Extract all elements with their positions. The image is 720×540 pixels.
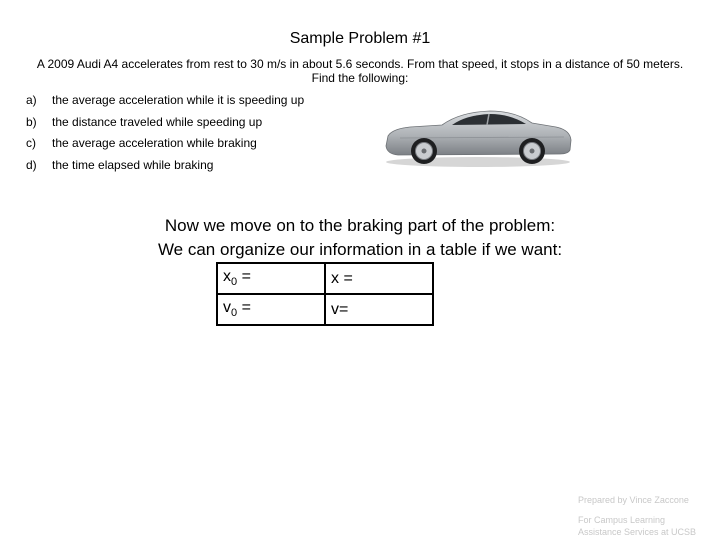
problem-statement: A 2009 Audi A4 accelerates from rest to 30 m/s in about 5.6 seconds. From that speed, it stops in a distance of 50 meters. Find the following: [36, 57, 684, 85]
question-c [26, 136, 257, 150]
question-d [26, 158, 213, 172]
question-a [26, 93, 304, 107]
v-cell: v= [325, 294, 433, 325]
v0-cell: $v_0$ = [217, 294, 325, 325]
braking-intro-line-2: We can organize our information in a table if we want: [157, 240, 563, 259]
question-text: the average acceleration while braking [52, 136, 257, 150]
credit-line-2: For Campus Learning [578, 515, 666, 525]
question-text: the distance traveled while speeding up [52, 115, 263, 129]
braking-intro-line-1: Now we move on to the braking part of the problem: [164, 216, 556, 235]
car-image [380, 100, 576, 170]
x-cell: x = [325, 263, 433, 294]
question-label: d) [26, 158, 37, 172]
variables-table [216, 262, 434, 326]
question-label: b) [26, 115, 37, 129]
credit-author: Prepared by Vince Zaccone [578, 495, 689, 505]
question-text: the time elapsed while braking [52, 158, 214, 172]
question-label: c) [26, 136, 36, 150]
braking-intro [0, 214, 720, 262]
credit-line-3: Assistance Services at UCSB [578, 527, 697, 537]
table-row [217, 294, 433, 325]
question-label: a) [26, 93, 37, 107]
question-b [26, 115, 262, 129]
table-row [217, 263, 433, 294]
slide-title: Sample Problem #1 [289, 30, 431, 47]
x0-cell: $x_0$ = [217, 263, 325, 294]
question-text: the average acceleration while it is speeding up [52, 93, 305, 107]
